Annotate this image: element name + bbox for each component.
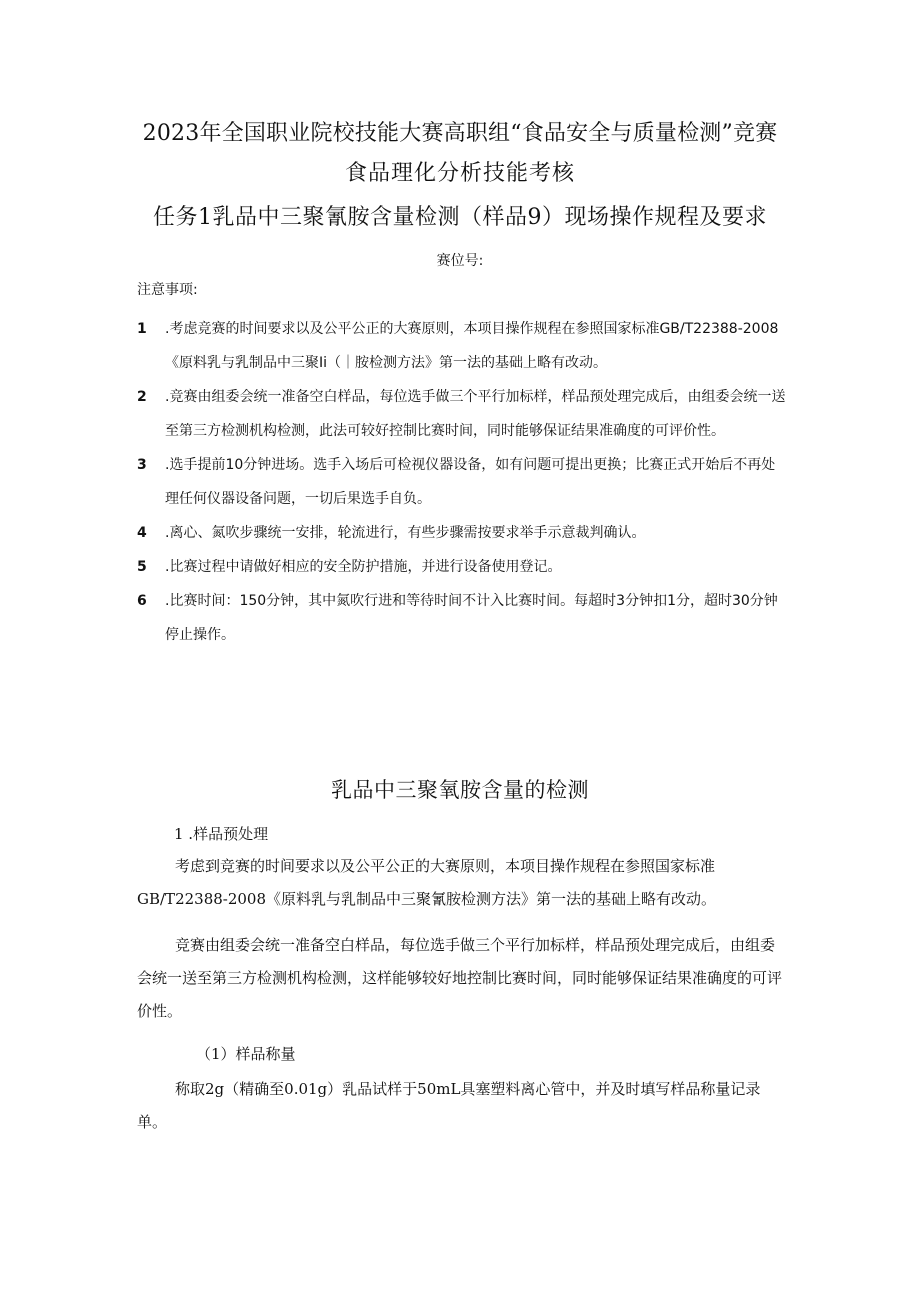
notice-item	[137, 550, 787, 584]
notice-item-number: 2	[137, 389, 147, 405]
document-title-line1: 2023年全国职业院校技能大赛高职组“食品安全与质量检测”竞赛	[142, 121, 778, 146]
notice-item-number: 6	[137, 593, 147, 609]
notice-item-text: .竞赛由组委会统一准备空白样品，每位选手做三个平行加标样，样品预处理完成后，由组委会统一送至第三方检测机构检测，此法可较好控制比赛时间，同时能够保证结果准确度的可评价性。	[165, 389, 786, 439]
notice-item-text: .比赛时间：150分钟，其中氮吹行进和等待时间不计入比赛时间。每超时3分钟扣1分，超时30分钟停止操作。	[165, 593, 778, 643]
notice-item	[137, 584, 787, 652]
section-paragraph: 竞赛由组委会统一准备空白样品，每位选手做三个平行加标样，样品预处理完成后，由组委会统一送至第三方检测机构检测，这样能够较好地控制比赛时间，同时能够保证结果准确度的可评价性。	[137, 936, 783, 1020]
section-paragraph: 考虑到竞赛的时间要求以及公平公正的大赛原则，本项目操作规程在参照国家标准GB/T22388-2008《原料乳与乳制品中三聚氰胺检测方法》第一法的基础上略有改动。	[137, 857, 717, 908]
seat-number-label: 赛位号:	[436, 253, 484, 269]
notice-list	[137, 312, 787, 652]
notice-item	[137, 312, 787, 380]
notice-item-number: 5	[137, 559, 147, 575]
notice-item-text: .选手提前10分钟进场。选手入场后可检视仪器设备，如有问题可提出更换；比赛正式开始后不再处理任何仪器设备问题，一切后果选手自负。	[165, 457, 776, 507]
section-paragraph: 称取2g（精确至0.01g）乳品试样于50mL具塞塑料离心管中，并及时填写样品称量记录单。	[137, 1080, 761, 1131]
section-title: 乳品中三聚氧胺含量的检测	[331, 778, 589, 802]
notice-item	[137, 516, 787, 550]
notice-item-number: 3	[137, 457, 147, 473]
document-title-line3: 任务1乳品中三聚氰胺含量检测（样品9）现场操作规程及要求	[153, 205, 767, 230]
notice-item-number: 1	[137, 321, 147, 337]
document-title-line2: 食品理化分析技能考核	[344, 161, 575, 186]
notice-item-text: .考虑竞赛的时间要求以及公平公正的大赛原则，本项目操作规程在参照国家标准GB/T22388-2008《原料乳与乳制品中三聚Ii（｜胺检测方法》第一法的基础上略有改动。	[165, 321, 779, 371]
notice-item	[137, 380, 787, 448]
notice-item-text: .比赛过程中请做好相应的安全防护措施，并进行设备使用登记。	[165, 559, 562, 575]
notice-item	[137, 448, 787, 516]
subsection-heading-pretreatment: 1 .样品预处理	[174, 825, 269, 843]
subsection-heading-weighing: （1）样品称量	[196, 1045, 296, 1063]
notice-item-text: .离心、氮吹步骤统一安排，轮流进行，有些步骤需按要求举手示意裁判确认。	[165, 525, 646, 541]
notice-item-number: 4	[137, 525, 147, 541]
notice-heading: 注意事项:	[137, 282, 198, 298]
